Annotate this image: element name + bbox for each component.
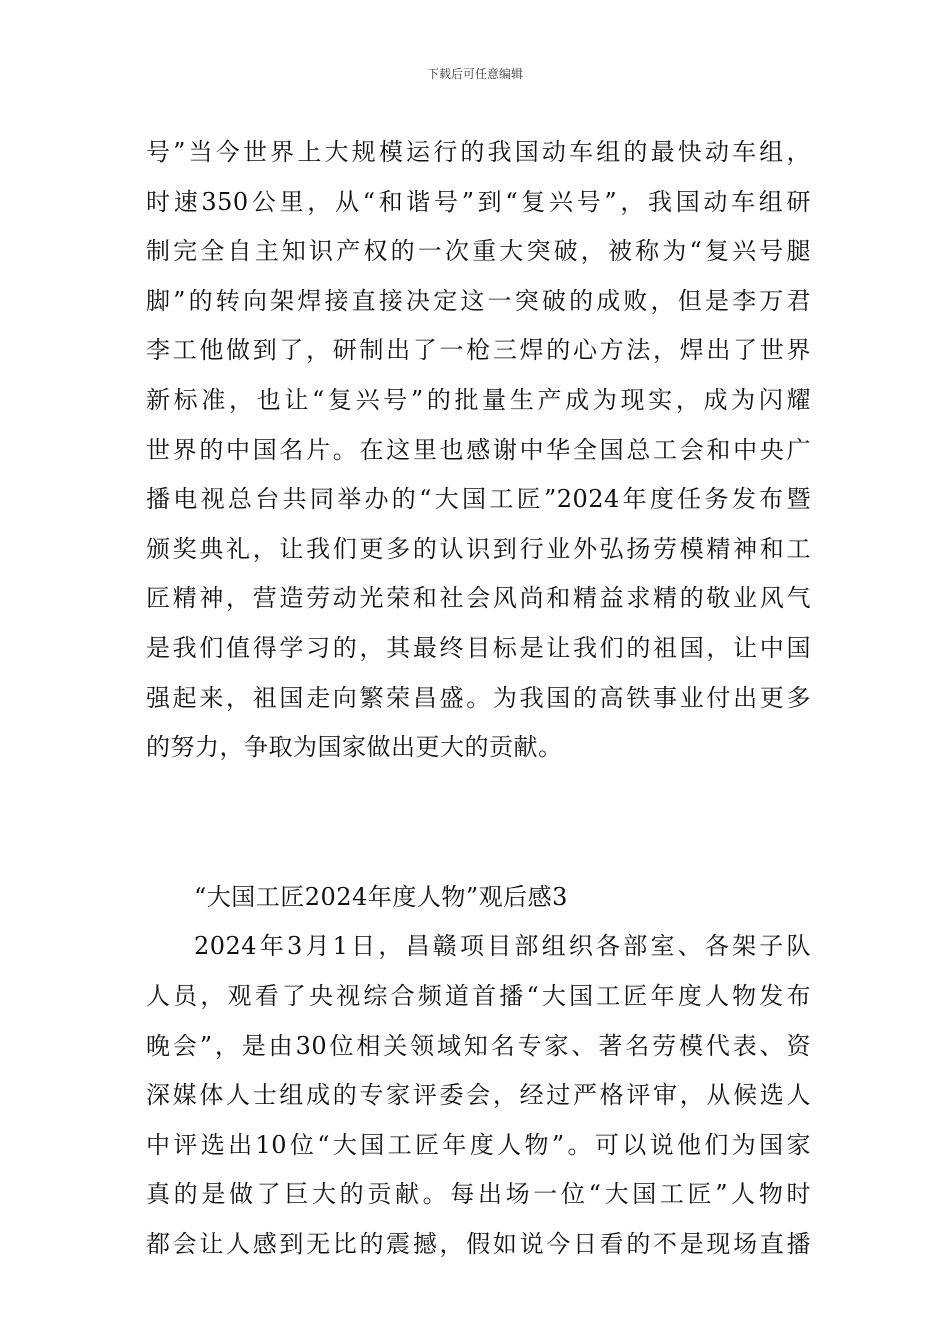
paragraph-line: 李工他做到了，研制出了一枪三焊的心方法，焊出了世界 <box>146 336 811 365</box>
paragraph-line: 晚会”，是由30位相关领域知名专家、著名劳模代表、资 <box>146 1031 811 1060</box>
paragraph-line: 中评选出10位“大国工匠年度人物”。可以说他们为国家 <box>146 1130 811 1159</box>
section-1 <box>146 128 811 773</box>
paragraph-line: 匠精神，营造劳动光荣和社会风尚和精益求精的敬业风气 <box>146 584 811 613</box>
paragraph-line: 制完全自主知识产权的一次重大突破，被称为“复兴号腿 <box>146 237 811 266</box>
paragraph-line: 时速350公里，从“和谐号”到“复兴号”，我国动车组研 <box>146 187 811 216</box>
paragraph-line: 播电视总台共同举办的“大国工匠”2024年度任务发布暨 <box>146 485 811 514</box>
section-heading: “大国工匠2024年度人物”观后感3 <box>194 882 568 911</box>
paragraph-line: 2024年3月1日，昌赣项目部组织各部室、各架子队 <box>194 932 811 961</box>
paragraph-line: 都会让人感到无比的震撼，假如说今日看的不是现场直播 <box>146 1229 811 1258</box>
paragraph-line: 是我们值得学习的，其最终目标是让我们的祖国，让中国 <box>146 633 811 662</box>
paragraph-line: 号”当今世界上大规模运行的我国动车组的最快动车组， <box>146 138 811 166</box>
paragraph-line: 强起来，祖国走向繁荣昌盛。为我国的高铁事业付出更多 <box>146 683 811 712</box>
paragraph-line: 人员，观看了央视综合频道首播“大国工匠年度人物发布 <box>146 981 811 1010</box>
paragraph-line: 的努力，争取为国家做出更大的贡献。 <box>146 733 563 762</box>
section-gap <box>146 773 811 873</box>
paragraph-line: 世界的中国名片。在这里也感谢中华全国总工会和中央广 <box>146 435 811 464</box>
paragraph-line: 颁奖典礼，让我们更多的认识到行业外弘扬劳模精神和工 <box>146 534 811 563</box>
section-2 <box>146 873 811 1270</box>
document-body <box>146 128 811 1269</box>
paragraph-line: 深媒体人士组成的专家评委会，经过严格评审，从候选人 <box>146 1081 811 1110</box>
paragraph-line: 新标准，也让“复兴号”的批量生产成为现实，成为闪耀 <box>146 385 811 414</box>
paragraph-line: 真的是做了巨大的贡献。每出场一位“大国工匠”人物时 <box>146 1180 811 1209</box>
paragraph-line: 脚”的转向架焊接直接决定这一突破的成败，但是李万君 <box>146 286 811 315</box>
page-header-note: 下载后可任意编辑 <box>426 67 523 81</box>
